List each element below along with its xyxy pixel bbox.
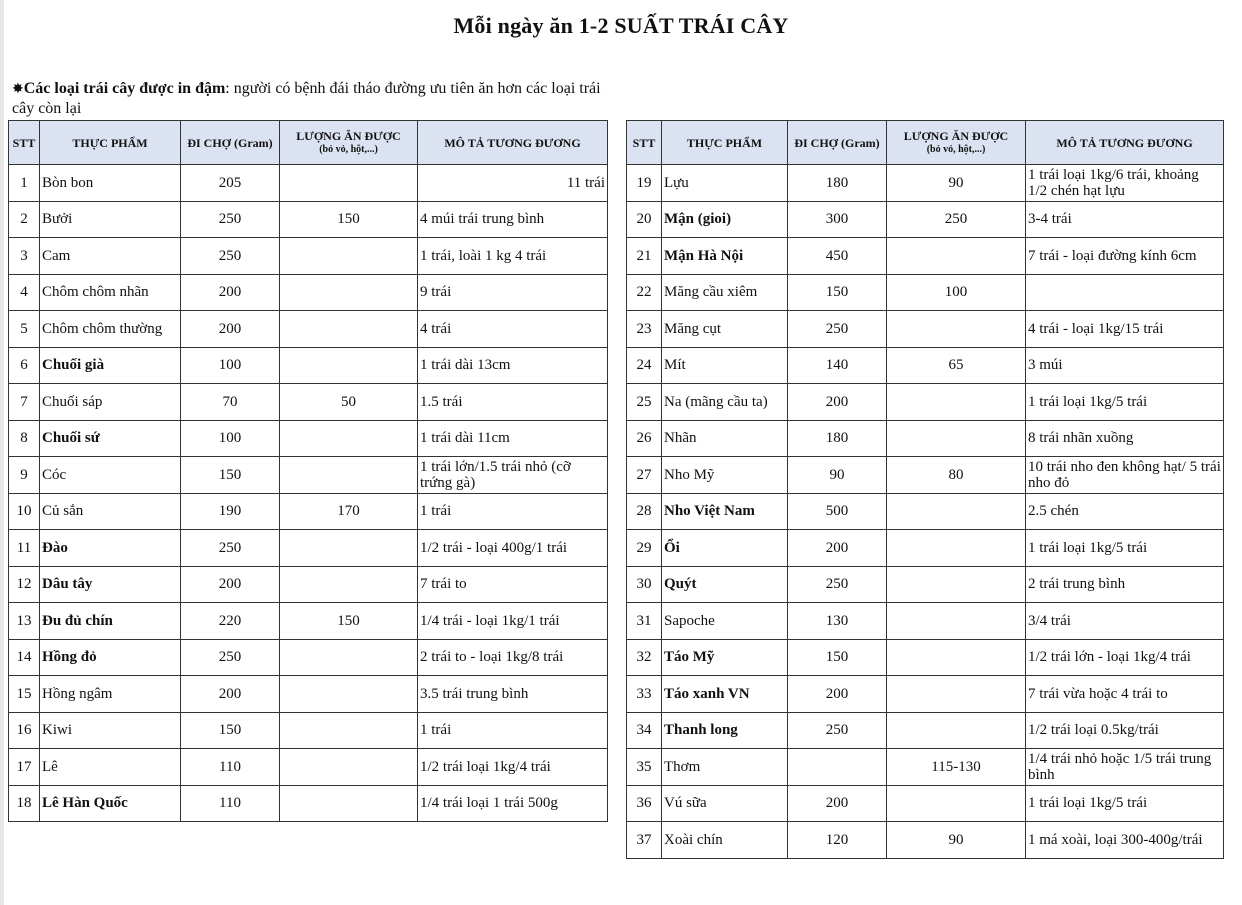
cell-edible bbox=[887, 311, 1026, 348]
cell-food: Na (mãng cầu ta) bbox=[662, 384, 788, 421]
cell-food: Thơm bbox=[662, 749, 788, 786]
cell-edible bbox=[887, 712, 1026, 749]
cell-stt: 15 bbox=[9, 676, 40, 713]
cell-market: 190 bbox=[181, 493, 280, 530]
cell-desc: 3/4 trái bbox=[1026, 603, 1224, 640]
header-food: THỰC PHẨM bbox=[40, 121, 181, 165]
cell-edible: 115-130 bbox=[887, 749, 1026, 786]
page-title: Mỗi ngày ăn 1-2 SUẤT TRÁI CÂY bbox=[453, 13, 789, 38]
table-row bbox=[9, 530, 608, 567]
cell-market: 100 bbox=[181, 347, 280, 384]
header-desc: MÔ TẢ TƯƠNG ĐƯƠNG bbox=[1026, 121, 1224, 165]
cell-food: Măng cầu xiêm bbox=[662, 274, 788, 311]
cell-desc: 1/4 trái nhỏ hoặc 1/5 trái trung bình bbox=[1026, 749, 1224, 786]
cell-stt: 32 bbox=[627, 639, 662, 676]
cell-desc bbox=[1026, 274, 1224, 311]
cell-edible bbox=[887, 384, 1026, 421]
cell-market: 250 bbox=[788, 311, 887, 348]
cell-food: Nhãn bbox=[662, 420, 788, 457]
table-body-left bbox=[9, 165, 608, 822]
cell-edible bbox=[280, 785, 418, 822]
table-row bbox=[627, 311, 1224, 348]
cell-market: 250 bbox=[788, 566, 887, 603]
cell-desc: 1 trái lớn/1.5 trái nhỏ (cỡ trứng gà) bbox=[418, 457, 608, 494]
cell-desc: 3-4 trái bbox=[1026, 201, 1224, 238]
table-row bbox=[9, 165, 608, 202]
cell-desc: 2 trái trung bình bbox=[1026, 566, 1224, 603]
table-row bbox=[627, 347, 1224, 384]
cell-stt: 20 bbox=[627, 201, 662, 238]
cell-market: 180 bbox=[788, 165, 887, 202]
cell-edible bbox=[280, 311, 418, 348]
cell-edible bbox=[887, 530, 1026, 567]
cell-market: 220 bbox=[181, 603, 280, 640]
cell-market bbox=[788, 749, 887, 786]
cell-stt: 5 bbox=[9, 311, 40, 348]
table-row bbox=[627, 822, 1224, 859]
cell-food: Đào bbox=[40, 530, 181, 567]
cell-food: Táo xanh VN bbox=[662, 676, 788, 713]
cell-food: Mận (gioi) bbox=[662, 201, 788, 238]
cell-stt: 33 bbox=[627, 676, 662, 713]
cell-market: 180 bbox=[788, 420, 887, 457]
cell-desc: 1 trái dài 11cm bbox=[418, 420, 608, 457]
cell-food: Nho Mỹ bbox=[662, 457, 788, 494]
cell-desc: 1 trái loại 1kg/5 trái bbox=[1026, 785, 1224, 822]
table-row bbox=[627, 384, 1224, 421]
cell-edible bbox=[887, 420, 1026, 457]
cell-stt: 37 bbox=[627, 822, 662, 859]
cell-desc: 3 múi bbox=[1026, 347, 1224, 384]
cell-desc: 7 trái - loại đường kính 6cm bbox=[1026, 238, 1224, 275]
table-row bbox=[9, 457, 608, 494]
cell-edible bbox=[280, 420, 418, 457]
cell-desc: 1/2 trái loại 0.5kg/trái bbox=[1026, 712, 1224, 749]
cell-market: 200 bbox=[181, 566, 280, 603]
header-stt: STT bbox=[9, 121, 40, 165]
cell-desc: 2 trái to - loại 1kg/8 trái bbox=[418, 639, 608, 676]
cell-market: 150 bbox=[788, 274, 887, 311]
cell-stt: 19 bbox=[627, 165, 662, 202]
cell-edible: 90 bbox=[887, 822, 1026, 859]
cell-desc: 4 trái - loại 1kg/15 trái bbox=[1026, 311, 1224, 348]
table-row bbox=[9, 566, 608, 603]
cell-market: 90 bbox=[788, 457, 887, 494]
cell-market: 150 bbox=[181, 712, 280, 749]
cell-market: 250 bbox=[181, 201, 280, 238]
cell-food: Chôm chôm thường bbox=[40, 311, 181, 348]
cell-edible: 150 bbox=[280, 603, 418, 640]
cell-stt: 13 bbox=[9, 603, 40, 640]
cell-desc: 1 trái loại 1kg/5 trái bbox=[1026, 384, 1224, 421]
cell-desc: 1 trái bbox=[418, 712, 608, 749]
table-row bbox=[9, 274, 608, 311]
table-row bbox=[627, 566, 1224, 603]
cell-edible bbox=[280, 165, 418, 202]
cell-market: 200 bbox=[181, 311, 280, 348]
cell-stt: 16 bbox=[9, 712, 40, 749]
table-row bbox=[627, 712, 1224, 749]
cell-desc: 1 trái bbox=[418, 493, 608, 530]
cell-desc: 3.5 trái trung bình bbox=[418, 676, 608, 713]
fruit-table-right bbox=[626, 120, 1224, 859]
table-row bbox=[9, 384, 608, 421]
header-market: ĐI CHỢ (Gram) bbox=[181, 121, 280, 165]
table-row bbox=[9, 712, 608, 749]
cell-edible bbox=[887, 493, 1026, 530]
cell-food: Xoài chín bbox=[662, 822, 788, 859]
cell-food: Hồng đỏ bbox=[40, 639, 181, 676]
cell-market: 500 bbox=[788, 493, 887, 530]
cell-market: 450 bbox=[788, 238, 887, 275]
header-market: ĐI CHỢ (Gram) bbox=[788, 121, 887, 165]
cell-food: Sapoche bbox=[662, 603, 788, 640]
table-row bbox=[627, 238, 1224, 275]
cell-food: Lựu bbox=[662, 165, 788, 202]
cell-edible bbox=[280, 457, 418, 494]
cell-stt: 7 bbox=[9, 384, 40, 421]
cell-stt: 12 bbox=[9, 566, 40, 603]
cell-food: Hồng ngâm bbox=[40, 676, 181, 713]
cell-market: 250 bbox=[181, 238, 280, 275]
cell-stt: 6 bbox=[9, 347, 40, 384]
cell-food: Chôm chôm nhãn bbox=[40, 274, 181, 311]
cell-stt: 29 bbox=[627, 530, 662, 567]
table-header-row bbox=[627, 121, 1224, 165]
cell-food: Cóc bbox=[40, 457, 181, 494]
cell-edible bbox=[280, 712, 418, 749]
cell-food: Chuối sáp bbox=[40, 384, 181, 421]
cell-edible bbox=[280, 347, 418, 384]
cell-edible bbox=[280, 676, 418, 713]
bullet-icon: ✸ bbox=[12, 82, 24, 97]
cell-food: Lê bbox=[40, 749, 181, 786]
cell-stt: 11 bbox=[9, 530, 40, 567]
table-header-row bbox=[9, 121, 608, 165]
table-row bbox=[627, 749, 1224, 786]
cell-food: Quýt bbox=[662, 566, 788, 603]
cell-stt: 21 bbox=[627, 238, 662, 275]
cell-food: Kiwi bbox=[40, 712, 181, 749]
cell-market: 250 bbox=[181, 530, 280, 567]
cell-market: 70 bbox=[181, 384, 280, 421]
cell-food: Nho Việt Nam bbox=[662, 493, 788, 530]
cell-market: 200 bbox=[788, 530, 887, 567]
cell-food: Mận Hà Nội bbox=[662, 238, 788, 275]
cell-stt: 31 bbox=[627, 603, 662, 640]
cell-edible bbox=[887, 785, 1026, 822]
header-edible-sub: (bỏ vỏ, hột,...) bbox=[319, 143, 378, 155]
cell-desc: 1/2 trái loại 1kg/4 trái bbox=[418, 749, 608, 786]
cell-market: 300 bbox=[788, 201, 887, 238]
cell-edible: 150 bbox=[280, 201, 418, 238]
cell-food: Cam bbox=[40, 238, 181, 275]
table-row bbox=[627, 530, 1224, 567]
cell-edible: 250 bbox=[887, 201, 1026, 238]
table-body-right bbox=[627, 165, 1224, 859]
legend-note bbox=[12, 79, 612, 118]
cell-food: Đu đủ chín bbox=[40, 603, 181, 640]
table-row bbox=[9, 749, 608, 786]
cell-market: 110 bbox=[181, 749, 280, 786]
table-row bbox=[627, 603, 1224, 640]
cell-desc: 1/4 trái - loại 1kg/1 trái bbox=[418, 603, 608, 640]
cell-market: 130 bbox=[788, 603, 887, 640]
cell-stt: 3 bbox=[9, 238, 40, 275]
legend-note-text: : người có bệnh đái tháo đường ưu tiên ăn hơn các loại trái cây còn lại bbox=[12, 80, 601, 117]
cell-stt: 9 bbox=[9, 457, 40, 494]
cell-food: Vú sữa bbox=[662, 785, 788, 822]
cell-stt: 30 bbox=[627, 566, 662, 603]
cell-market: 110 bbox=[181, 785, 280, 822]
cell-stt: 26 bbox=[627, 420, 662, 457]
cell-market: 150 bbox=[788, 639, 887, 676]
cell-food: Củ sắn bbox=[40, 493, 181, 530]
cell-edible: 100 bbox=[887, 274, 1026, 311]
legend-note-bold: Các loại trái cây được in đậm bbox=[23, 80, 226, 97]
cell-market: 150 bbox=[181, 457, 280, 494]
cell-food: Táo Mỹ bbox=[662, 639, 788, 676]
cell-food: Chuối già bbox=[40, 347, 181, 384]
cell-desc: 1 má xoài, loại 300-400g/trái bbox=[1026, 822, 1224, 859]
cell-stt: 28 bbox=[627, 493, 662, 530]
cell-edible bbox=[887, 566, 1026, 603]
cell-stt: 25 bbox=[627, 384, 662, 421]
cell-desc: 1/2 trái - loại 400g/1 trái bbox=[418, 530, 608, 567]
cell-desc: 2.5 chén bbox=[1026, 493, 1224, 530]
cell-stt: 17 bbox=[9, 749, 40, 786]
cell-stt: 18 bbox=[9, 785, 40, 822]
table-row bbox=[627, 785, 1224, 822]
table-row bbox=[9, 238, 608, 275]
header-edible bbox=[280, 121, 418, 165]
cell-edible: 80 bbox=[887, 457, 1026, 494]
cell-food: Ổi bbox=[662, 530, 788, 567]
cell-stt: 22 bbox=[627, 274, 662, 311]
cell-edible bbox=[887, 676, 1026, 713]
cell-desc: 1 trái, loài 1 kg 4 trái bbox=[418, 238, 608, 275]
header-edible bbox=[887, 121, 1026, 165]
cell-stt: 24 bbox=[627, 347, 662, 384]
cell-desc: 7 trái to bbox=[418, 566, 608, 603]
table-row bbox=[627, 165, 1224, 202]
cell-edible bbox=[280, 530, 418, 567]
header-edible-label: LƯỢNG ĂN ĐƯỢC bbox=[903, 128, 1009, 143]
table-row bbox=[9, 639, 608, 676]
cell-edible bbox=[280, 238, 418, 275]
cell-edible bbox=[280, 566, 418, 603]
cell-desc: 1 trái dài 13cm bbox=[418, 347, 608, 384]
cell-desc: 8 trái nhãn xuồng bbox=[1026, 420, 1224, 457]
table-row bbox=[627, 201, 1224, 238]
table-row bbox=[9, 347, 608, 384]
cell-edible bbox=[280, 274, 418, 311]
header-edible-label: LƯỢNG ĂN ĐƯỢC bbox=[296, 128, 401, 143]
table-row bbox=[627, 274, 1224, 311]
cell-stt: 36 bbox=[627, 785, 662, 822]
cell-market: 205 bbox=[181, 165, 280, 202]
table-row bbox=[9, 785, 608, 822]
cell-edible: 90 bbox=[887, 165, 1026, 202]
header-desc: MÔ TẢ TƯƠNG ĐƯƠNG bbox=[418, 121, 608, 165]
cell-market: 200 bbox=[788, 384, 887, 421]
cell-food: Thanh long bbox=[662, 712, 788, 749]
cell-desc: 1 trái loại 1kg/6 trái, khoảng 1/2 chén hạt lựu bbox=[1026, 165, 1224, 202]
cell-edible bbox=[280, 749, 418, 786]
cell-stt: 2 bbox=[9, 201, 40, 238]
cell-stt: 10 bbox=[9, 493, 40, 530]
cell-edible bbox=[280, 639, 418, 676]
cell-market: 250 bbox=[788, 712, 887, 749]
cell-edible: 50 bbox=[280, 384, 418, 421]
table-row bbox=[9, 676, 608, 713]
table-row bbox=[627, 420, 1224, 457]
cell-desc: 10 trái nho đen không hạt/ 5 trái nho đỏ bbox=[1026, 457, 1224, 494]
table-row bbox=[627, 493, 1224, 530]
cell-food: Lê Hàn Quốc bbox=[40, 785, 181, 822]
cell-market: 120 bbox=[788, 822, 887, 859]
header-food: THỰC PHẨM bbox=[662, 121, 788, 165]
cell-desc: 1/4 trái loại 1 trái 500g bbox=[418, 785, 608, 822]
table-row bbox=[627, 639, 1224, 676]
cell-market: 200 bbox=[788, 676, 887, 713]
cell-market: 200 bbox=[788, 785, 887, 822]
cell-food: Bòn bon bbox=[40, 165, 181, 202]
cell-desc: 1.5 trái bbox=[418, 384, 608, 421]
cell-desc: 9 trái bbox=[418, 274, 608, 311]
table-row bbox=[9, 311, 608, 348]
cell-stt: 1 bbox=[9, 165, 40, 202]
cell-desc: 11 trái bbox=[418, 165, 608, 202]
cell-edible bbox=[887, 639, 1026, 676]
cell-edible bbox=[887, 238, 1026, 275]
cell-food: Dâu tây bbox=[40, 566, 181, 603]
cell-market: 100 bbox=[181, 420, 280, 457]
table-row bbox=[9, 603, 608, 640]
cell-edible bbox=[887, 603, 1026, 640]
page-edge bbox=[0, 0, 4, 905]
cell-market: 250 bbox=[181, 639, 280, 676]
table-row bbox=[9, 493, 608, 530]
header-edible-sub: (bỏ vỏ, hột,...) bbox=[926, 143, 986, 155]
cell-edible: 65 bbox=[887, 347, 1026, 384]
fruit-table-left bbox=[8, 120, 608, 822]
cell-food: Măng cụt bbox=[662, 311, 788, 348]
cell-desc: 4 múi trái trung bình bbox=[418, 201, 608, 238]
cell-stt: 34 bbox=[627, 712, 662, 749]
cell-desc: 1/2 trái lớn - loại 1kg/4 trái bbox=[1026, 639, 1224, 676]
header-stt: STT bbox=[627, 121, 662, 165]
cell-market: 200 bbox=[181, 676, 280, 713]
table-row bbox=[9, 420, 608, 457]
cell-stt: 8 bbox=[9, 420, 40, 457]
cell-market: 140 bbox=[788, 347, 887, 384]
cell-stt: 27 bbox=[627, 457, 662, 494]
cell-desc: 1 trái loại 1kg/5 trái bbox=[1026, 530, 1224, 567]
cell-stt: 23 bbox=[627, 311, 662, 348]
cell-stt: 4 bbox=[9, 274, 40, 311]
cell-food: Bưởi bbox=[40, 201, 181, 238]
cell-food: Chuối sứ bbox=[40, 420, 181, 457]
cell-edible: 170 bbox=[280, 493, 418, 530]
cell-market: 200 bbox=[181, 274, 280, 311]
table-row bbox=[9, 201, 608, 238]
table-row bbox=[627, 457, 1224, 494]
cell-desc: 4 trái bbox=[418, 311, 608, 348]
cell-stt: 14 bbox=[9, 639, 40, 676]
cell-food: Mít bbox=[662, 347, 788, 384]
cell-desc: 7 trái vừa hoặc 4 trái to bbox=[1026, 676, 1224, 713]
table-row bbox=[627, 676, 1224, 713]
cell-stt: 35 bbox=[627, 749, 662, 786]
